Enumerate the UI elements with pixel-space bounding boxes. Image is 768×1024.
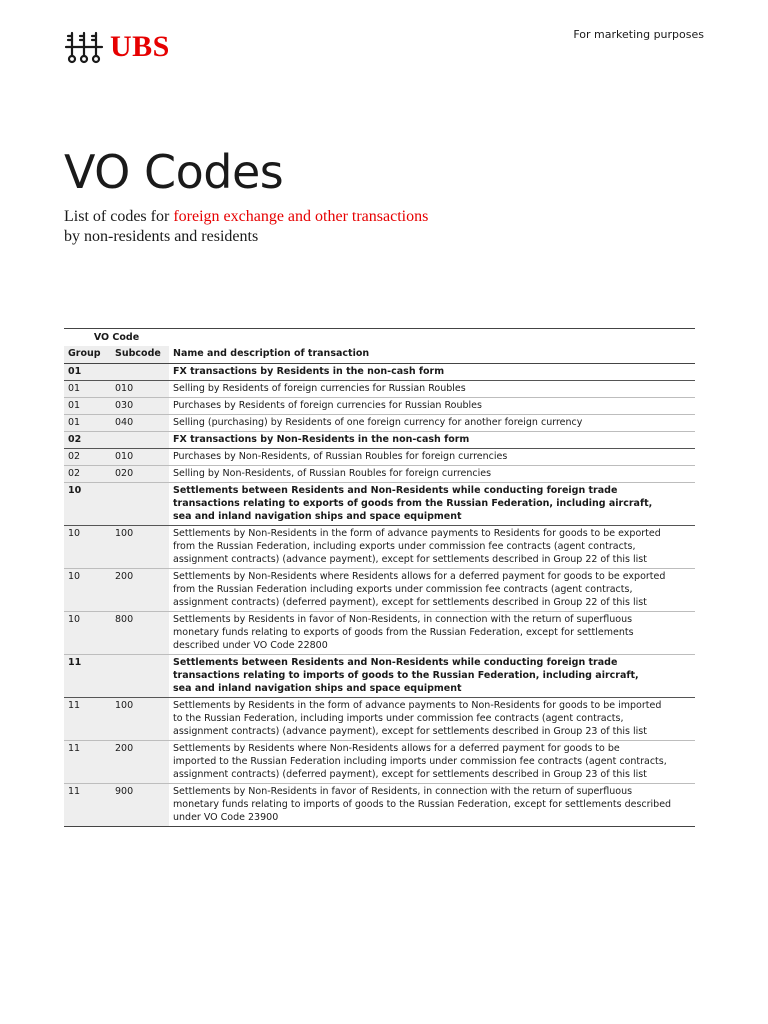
marketing-note: For marketing purposes xyxy=(573,28,704,41)
description-line: Selling by Residents of foreign currencies for Russian Roubles xyxy=(173,383,466,394)
subcode-cell: 200 xyxy=(111,741,169,784)
group-cell: 02 xyxy=(64,466,111,483)
description-line: assignment contracts) (deferred payment), except for settlements described in Group 22 of this list xyxy=(173,597,647,608)
group-cell: 02 xyxy=(64,449,111,466)
description-cell xyxy=(169,466,695,483)
description-line: described under VO Code 22800 xyxy=(173,640,328,651)
group-cell: 01 xyxy=(64,364,111,381)
logo-text: UBS xyxy=(110,30,170,63)
description-cell xyxy=(169,698,695,741)
group-cell: 10 xyxy=(64,483,111,526)
description-line: from the Russian Federation including exports under commission fee contracts (agent contracts, xyxy=(173,584,633,595)
description-line: assignment contracts) (advance payment), except for settlements described in Group 22 of this list xyxy=(173,554,647,565)
table-row xyxy=(64,449,695,466)
description-cell xyxy=(169,612,695,655)
description-line: Settlements by Non-Residents where Residents allows for a deferred payment for goods to be exported xyxy=(173,571,666,582)
description-cell xyxy=(169,415,695,432)
description-cell xyxy=(169,526,695,569)
description-line: assignment contracts) (advance payment), except for settlements described in Group 23 of this list xyxy=(173,726,647,737)
group-cell: 10 xyxy=(64,569,111,612)
subcode-cell xyxy=(111,655,169,698)
subcode-cell: 100 xyxy=(111,698,169,741)
table-group-row xyxy=(64,364,695,381)
group-cell: 11 xyxy=(64,655,111,698)
page-title: VO Codes xyxy=(64,145,284,199)
group-header: Group xyxy=(64,346,111,364)
description-line: Settlements by Residents in favor of Non-Residents, in connection with the return of superfluous xyxy=(173,614,633,625)
description-line: Settlements by Non-Residents in the form of advance payments to Residents for goods to be exported xyxy=(173,528,661,539)
header-spacer xyxy=(169,329,695,347)
table-group-row xyxy=(64,483,695,526)
description-line: Purchases by Residents of foreign currencies for Russian Roubles xyxy=(173,400,482,411)
ubs-logo xyxy=(64,30,170,64)
description-cell xyxy=(169,381,695,398)
description-line: Settlements by Residents in the form of advance payments to Non-Residents for goods to be imported xyxy=(173,700,662,711)
description-cell xyxy=(169,432,695,449)
vo-code-header: VO Code xyxy=(64,329,169,347)
group-cell: 01 xyxy=(64,381,111,398)
description-line: transactions relating to imports of goods to the Russian Federation, including aircraft, xyxy=(173,670,639,681)
description-line: sea and inland navigation ships and space equipment xyxy=(173,683,462,694)
name-header: Name and description of transaction xyxy=(169,346,695,364)
description-line: monetary funds relating to exports of goods from the Russian Federation, except for settlements xyxy=(173,627,634,638)
description-cell xyxy=(169,398,695,415)
description-line: to the Russian Federation, including imports under commission fee contracts (agent contracts, xyxy=(173,713,624,724)
subtitle-prefix: List of codes for xyxy=(64,208,174,225)
description-line: Purchases by Non-Residents, of Russian Roubles for foreign currencies xyxy=(173,451,508,462)
group-cell: 10 xyxy=(64,612,111,655)
description-line: FX transactions by Non-Residents in the non-cash form xyxy=(173,434,470,445)
table-row xyxy=(64,381,695,398)
subcode-cell: 010 xyxy=(111,449,169,466)
table-row xyxy=(64,784,695,827)
table-header-row-top xyxy=(64,329,695,347)
description-line: Selling by Non-Residents, of Russian Roubles for foreign currencies xyxy=(173,468,492,479)
description-line: monetary funds relating to imports of goods to the Russian Federation, except for settlements described xyxy=(173,799,672,810)
group-cell: 10 xyxy=(64,526,111,569)
description-cell xyxy=(169,364,695,381)
table-row xyxy=(64,569,695,612)
description-line: Settlements by Non-Residents in favor of Residents, in connection with the return of superfluous xyxy=(173,786,633,797)
keys-logo-icon xyxy=(64,30,104,64)
table-group-row xyxy=(64,655,695,698)
subcode-cell: 200 xyxy=(111,569,169,612)
description-line: Settlements by Residents where Non-Residents allows for a deferred payment for goods to be xyxy=(173,743,620,754)
table-row xyxy=(64,741,695,784)
table-header-row xyxy=(64,346,695,364)
subcode-cell: 100 xyxy=(111,526,169,569)
group-cell: 01 xyxy=(64,398,111,415)
description-line: FX transactions by Residents in the non-cash form xyxy=(173,366,445,377)
description-line: from the Russian Federation, including exports under commission fee contracts (agent contracts, xyxy=(173,541,636,552)
subcode-cell: 040 xyxy=(111,415,169,432)
subcode-cell xyxy=(111,483,169,526)
group-cell: 11 xyxy=(64,741,111,784)
subcode-header: Subcode xyxy=(111,346,169,364)
description-line: sea and inland navigation ships and space equipment xyxy=(173,511,462,522)
description-cell xyxy=(169,483,695,526)
table-row xyxy=(64,612,695,655)
description-line: transactions relating to exports of goods from the Russian Federation, including aircraft, xyxy=(173,498,653,509)
subtitle-highlight: foreign exchange and other transactions xyxy=(173,208,429,225)
subcode-cell: 900 xyxy=(111,784,169,827)
description-line: Settlements between Residents and Non-Residents while conducting foreign trade xyxy=(173,657,618,668)
table-group-row xyxy=(64,432,695,449)
description-line: under VO Code 23900 xyxy=(173,812,279,823)
description-cell xyxy=(169,655,695,698)
table-row xyxy=(64,415,695,432)
description-line: assignment contracts) (deferred payment), except for settlements described in Group 23 of this list xyxy=(173,769,647,780)
table-row xyxy=(64,466,695,483)
description-cell xyxy=(169,784,695,827)
description-cell xyxy=(169,741,695,784)
description-cell xyxy=(169,449,695,466)
description-line: Selling (purchasing) by Residents of one foreign currency for another foreign currency xyxy=(173,417,583,428)
description-cell xyxy=(169,569,695,612)
subcode-cell: 030 xyxy=(111,398,169,415)
subcode-cell: 010 xyxy=(111,381,169,398)
table-row xyxy=(64,398,695,415)
subcode-cell: 020 xyxy=(111,466,169,483)
vo-codes-table xyxy=(64,328,695,827)
table-row xyxy=(64,698,695,741)
subcode-cell xyxy=(111,364,169,381)
subcode-cell: 800 xyxy=(111,612,169,655)
group-cell: 02 xyxy=(64,432,111,449)
subtitle-line2: by non-residents and residents xyxy=(64,228,259,245)
description-line: imported to the Russian Federation including imports under commission fee contracts (agent contracts, xyxy=(173,756,667,767)
group-cell: 11 xyxy=(64,784,111,827)
subcode-cell xyxy=(111,432,169,449)
page-subtitle xyxy=(64,207,428,247)
table-row xyxy=(64,526,695,569)
description-line: Settlements between Residents and Non-Residents while conducting foreign trade xyxy=(173,485,618,496)
group-cell: 01 xyxy=(64,415,111,432)
group-cell: 11 xyxy=(64,698,111,741)
